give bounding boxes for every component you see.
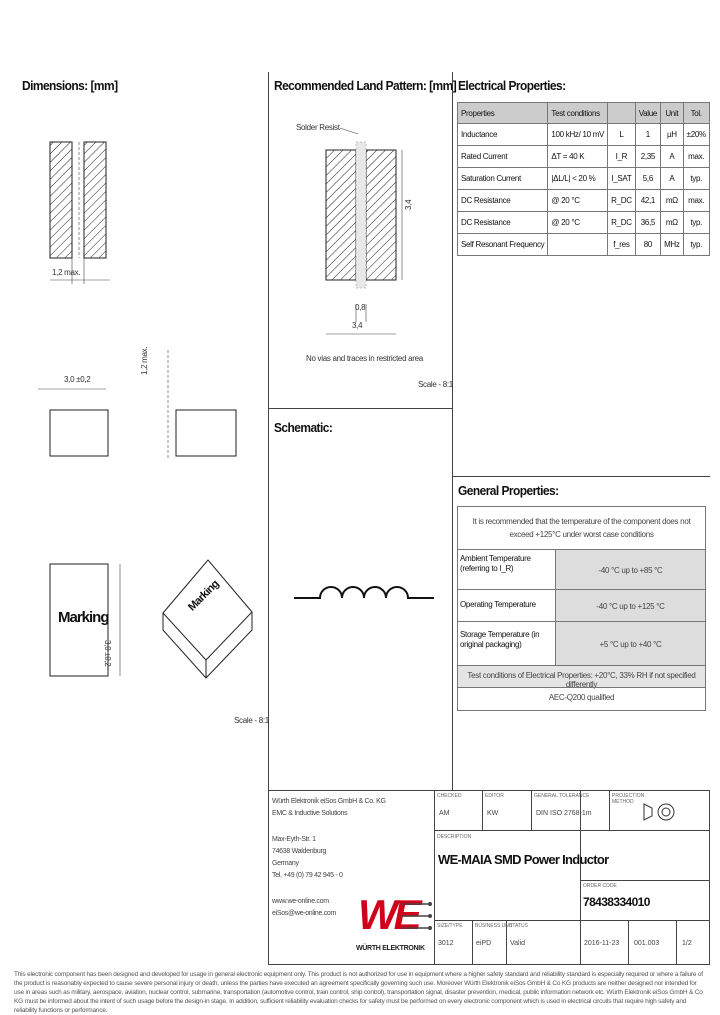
val-general-tol: DIN ISO 2768-1m (536, 810, 592, 817)
projection-method-icon (642, 800, 682, 824)
company-line2: EMC & Inductive Solutions (272, 810, 348, 817)
we-logo (352, 890, 434, 960)
dimensions-scale: Scale - 8:1 (234, 716, 269, 725)
we-logo-letters: WE (358, 891, 418, 938)
frame-divider-mid (452, 72, 453, 790)
electrical-header-row (458, 103, 710, 124)
row-condition: ΔT = 40 K (548, 146, 608, 168)
row-value: 42,1 (635, 190, 660, 212)
electrical-title: Electrical Properties: (458, 78, 566, 93)
val-page: 1/2 (682, 940, 692, 947)
side-view-body (176, 410, 236, 456)
pad-left (50, 142, 72, 258)
tb-divider-1 (434, 790, 435, 964)
val-status: Valid (510, 940, 526, 947)
label-order-code: ORDER CODE (583, 883, 617, 889)
frame-divider-elec-general (452, 476, 710, 477)
row-condition: 100 kHz/ 10 mV (548, 124, 608, 146)
general-properties-box (457, 506, 706, 711)
land-pad-left (326, 150, 356, 280)
label-size: SIZE/TYPE (437, 923, 463, 929)
marking-text: Marking (58, 609, 109, 626)
electrical-table (457, 102, 710, 256)
dimensions-title: Dimensions: [mm] (22, 78, 118, 93)
val-checked: AM (439, 810, 450, 817)
row-symbol: R_DC (608, 212, 636, 234)
address-2: 74638 Waldenburg (272, 848, 327, 855)
table-row (458, 212, 710, 234)
row-property: Rated Current (458, 146, 548, 168)
company-line1: Würth Elektronik eiSos GmbH & Co. KG (272, 798, 386, 805)
frame-right-edge (709, 790, 710, 964)
row-property: DC Resistance (458, 190, 548, 212)
dim-12max-vertical-label: 1,2 max. (140, 346, 149, 375)
label-status: STATUS (509, 923, 528, 929)
label-description: DESCRIPTION (437, 834, 472, 840)
row-symbol: R_DC (608, 190, 636, 212)
address-3: Germany (272, 860, 299, 867)
general-title: General Properties: (458, 483, 559, 498)
general-test-conditions (458, 665, 705, 688)
footer-disclaimer: This electronic component has been designed and developed for usage in general electronic equipment only. This product is not authorized for use in equipment where a higher safety standard and reliability standard is especially required or where a failure of the product is reasonably expected to cause severe personal injury or death, unless the parties have executed an agreement specifically governing such use. Moreover Würth Elektronik eiSos GmbH & Co KG products are neither designed nor intended for use in areas such as military, aerospace, aviation, nuclear control, submarine, transportation (automotive control, train control, ship control), transportation signal, disaster prevention, medical, public information network etc. Würth Elektronik eiSos GmbH & Co KG must be informed about the intent of such usage before the design-in stage. In addition, sufficient reliability evaluation checks for safety must be performed on every electronic component which is used in electrical circuits that require high safety and reliability functions or performance. (14, 971, 703, 1014)
tb-v-page (676, 920, 677, 964)
tb-v-general (531, 790, 532, 830)
row-property: Saturation Current (458, 168, 548, 190)
row-symbol: I_SAT (608, 168, 636, 190)
general-row-storage (458, 621, 705, 666)
land-pattern-title: Recommended Land Pattern: [mm] (274, 78, 457, 93)
dim-30-side-label: 3,0 ±0,2 (103, 640, 112, 667)
schematic-title: Schematic: (274, 420, 333, 435)
row-condition: |ΔL/L| < 20 % (548, 168, 608, 190)
row-tol: typ. (683, 234, 709, 256)
header-tol: Tol. (683, 103, 709, 124)
we-logo-text: WÜRTH ELEKTRONIK (356, 945, 425, 952)
row-unit: µH (661, 124, 684, 146)
table-row (458, 234, 710, 256)
table-row (458, 168, 710, 190)
we-logo-lines (402, 898, 434, 938)
pad-right (84, 142, 106, 258)
general-row-label: Ambient Temperature (referring to I_R) (460, 554, 531, 573)
tb-v-checked (482, 790, 483, 830)
address-4: Tel. +49 (0) 79 42 945 - 0 (272, 872, 343, 879)
label-editor: EDITOR (485, 793, 504, 799)
row-value: 36,5 (635, 212, 660, 234)
general-row-value: -40 °C up to +125 °C (555, 590, 705, 622)
land-note: No vias and traces in restricted area (306, 354, 423, 363)
tb-h-1 (434, 830, 710, 831)
inductor-symbol (290, 560, 440, 610)
row-value: 5,6 (635, 168, 660, 190)
general-note: It is recommended that the temperature of the component does not exceed +125°C under worst case conditions (472, 517, 691, 539)
general-qualified (458, 687, 705, 710)
iso-body (163, 560, 252, 678)
general-row-ambient (458, 549, 705, 590)
land-scale: Scale - 8:1 (418, 380, 453, 389)
description-text: WE-MAIA SMD Power Inductor (438, 852, 609, 867)
header-properties: Properties (458, 103, 548, 124)
label-projection: PROJECTION METHOD (612, 793, 645, 805)
val-version: 001.003 (634, 940, 660, 947)
table-row (458, 190, 710, 212)
frame-divider-land-schematic (268, 408, 452, 409)
land-34-vertical-label: 3,4 (404, 199, 413, 210)
land-pad-right (366, 150, 396, 280)
email-link[interactable]: eiSos@we-online.com (272, 910, 337, 917)
row-condition: @ 20 °C (548, 212, 608, 234)
val-editor: KW (487, 810, 499, 817)
tb-v-projection (609, 790, 610, 830)
dimensions-drawing (0, 0, 268, 790)
header-test-conditions: Test conditions (548, 103, 608, 124)
val-size: 3012 (438, 940, 454, 947)
row-unit: A (661, 146, 684, 168)
row-property: Self Resonant Frequency (458, 234, 548, 256)
dim-12max-label: 1,2 max. (52, 268, 81, 277)
general-row-label: Operating Temperature (460, 600, 536, 609)
row-unit: A (661, 168, 684, 190)
row-tol: max. (683, 146, 709, 168)
test-conditions-text: Test conditions of Electrical Properties: +20°C, 33% RH if not specified differently (467, 671, 696, 689)
frame-divider-bottom (268, 790, 710, 791)
row-unit: MHz (661, 234, 684, 256)
frame-bottom-edge (268, 964, 710, 965)
land-08-label: 0,8 (355, 303, 366, 312)
solder-resist-label: Solder Resist (296, 123, 340, 132)
land-34-horizontal-label: 3,4 (352, 321, 363, 330)
address-1: Max-Eyth-Str. 1 (272, 836, 316, 843)
label-general-tol: GENERAL TOLERANCE (534, 793, 590, 799)
general-row-value: +5 °C up to +40 °C (555, 622, 705, 666)
table-row (458, 146, 710, 168)
val-date: 2016-11-23 (584, 940, 620, 947)
marking-rotated-text: Marking (186, 578, 222, 614)
qualified-text: AEC-Q200 qualified (548, 693, 615, 702)
row-value: 80 (635, 234, 660, 256)
dim-30-top-label: 3,0 ±0,2 (64, 375, 91, 384)
row-value: 1 (635, 124, 660, 146)
tb-v-size (472, 920, 473, 964)
top-view-body (50, 410, 108, 456)
label-checked: CHECKED (437, 793, 462, 799)
row-property: Inductance (458, 124, 548, 146)
row-unit: mΩ (661, 212, 684, 234)
row-value: 2,35 (635, 146, 660, 168)
header-value: Value (635, 103, 660, 124)
row-property: DC Resistance (458, 212, 548, 234)
label-business: BUSINESS UNIT (475, 923, 514, 929)
web-link[interactable]: www.we-online.com (272, 898, 329, 905)
order-code-text: 78438334010 (583, 895, 650, 909)
tb-h-2 (580, 880, 710, 881)
solder-resist-strip (356, 142, 366, 288)
val-business: eiPD (476, 940, 492, 947)
row-tol: typ. (683, 168, 709, 190)
table-row (458, 124, 710, 146)
general-row-operating (458, 589, 705, 622)
row-tol: typ. (683, 212, 709, 234)
general-row-label: Storage Temperature (in original packaging) (460, 630, 540, 649)
row-tol: max. (683, 190, 709, 212)
row-condition: @ 20 °C (548, 190, 608, 212)
header-unit: Unit (661, 103, 684, 124)
header-symbol (608, 103, 636, 124)
row-symbol: L (608, 124, 636, 146)
row-tol: ±20% (683, 124, 709, 146)
tb-h-3 (434, 920, 710, 921)
row-condition (548, 234, 608, 256)
row-unit: mΩ (661, 190, 684, 212)
tb-v-date (628, 920, 629, 964)
general-row-value: -40 °C up to +85 °C (555, 550, 705, 590)
row-symbol: I_R (608, 146, 636, 168)
row-symbol: f_res (608, 234, 636, 256)
